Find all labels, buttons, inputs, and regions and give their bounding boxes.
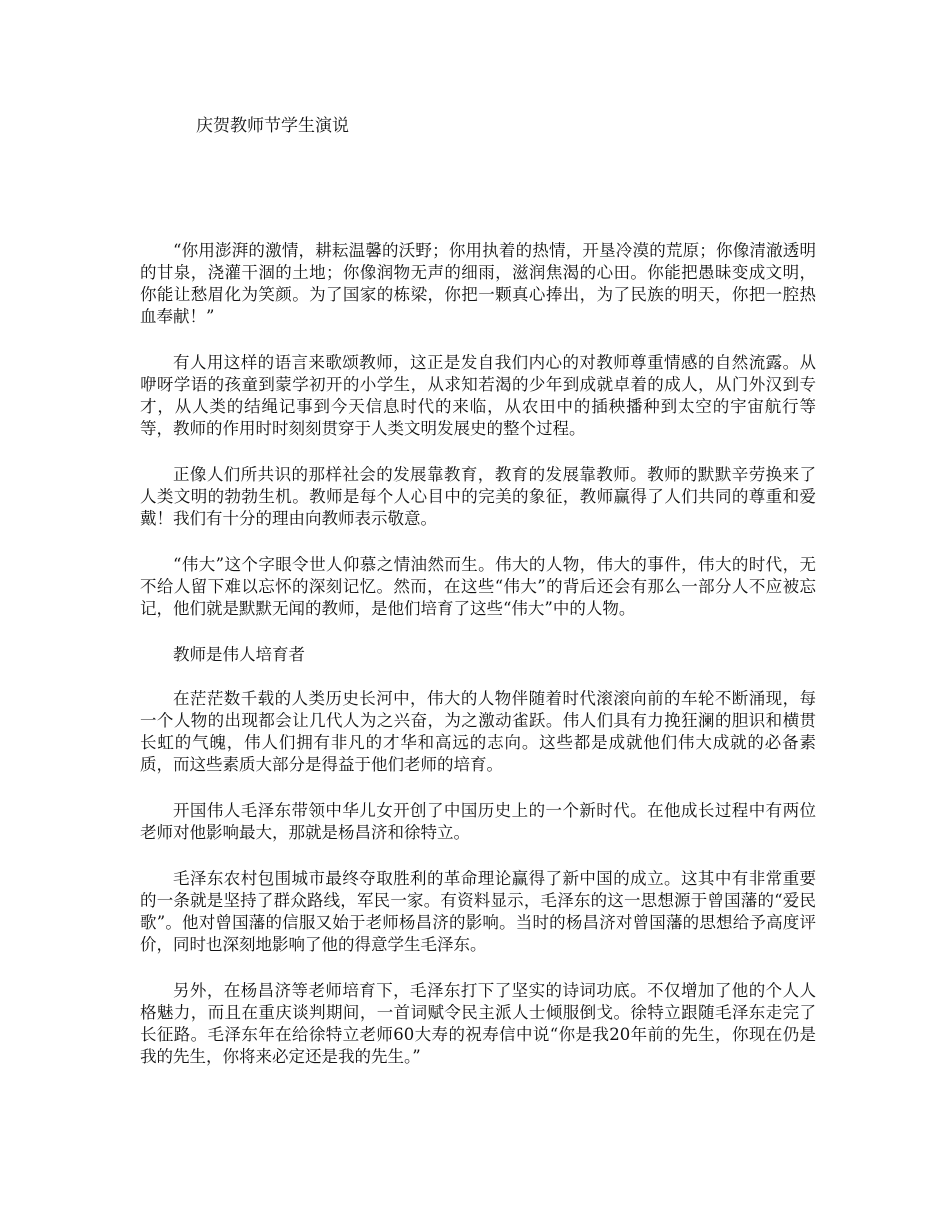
paragraph-8: 另外，在杨昌济等老师培育下，毛泽东打下了坚实的诗词功底。不仅增加了他的个人人格魅力，而且在重庆谈判期间，一首词赋令民主派人士倾服倒戈。徐特立跟随毛泽东走完了长征路。毛泽东年在给徐特立老师60大寿的祝寿信中说“你是我20年前的先生，你现在仍是我的先生，你将来必定还是我的先生。” [140, 981, 816, 1066]
paragraph-6: 开国伟人毛泽东带领中华儿女开创了中国历史上的一个新时代。在他成长过程中有两位老师对他影响最大，那就是杨昌济和徐特立。 [140, 801, 816, 842]
paragraph-5: 在茫茫数千载的人类历史长河中，伟大的人物伴随着时代滚滚向前的车轮不断涌现，每一个人物的出现都会让几代人为之兴奋，为之激动雀跃。伟人们具有力挽狂澜的胆识和横贯长虹的气魄，伟人们拥有非凡的才华和高远的志向。这些都是成就他们伟大成就的必备素质，而这些素质大部分是得益于他们老师的培育。 [140, 689, 816, 774]
paragraph-2: 有人用这样的语言来歌颂教师，这正是发自我们内心的对教师尊重情感的自然流露。从咿呀学语的孩童到蒙学初开的小学生，从求知若渴的少年到成就卓着的成人，从门外汉到专才，从人类的结绳记事到今天信息时代的来临，从农田中的插秧播种到太空的宇宙航行等等，教师的作用时时刻刻贯穿于人类文明发展史的整个过程。 [140, 353, 816, 438]
section-heading: 教师是伟人培育者 [173, 645, 305, 664]
paragraph-7: 毛泽东农村包围城市最终夺取胜利的革命理论赢得了新中国的成立。这其中有非常重要的一条就是坚持了群众路线，军民一家。有资料显示，毛泽东的这一思想源于曾国藩的“爱民歌”。他对曾国藩的信服又始于老师杨昌济的影响。当时的杨昌济对曾国藩的思想给予高度评价，同时也深刻地影响了他的得意学生毛泽东。 [140, 869, 816, 954]
paragraph-3: 正像人们所共识的那样社会的发展靠教育，教育的发展靠教师。教师的默默辛劳换来了人类文明的勃勃生机。教师是每个人心目中的完美的象征，教师赢得了人们共同的尊重和爱戴！我们有十分的理由向教师表示敬意。 [140, 465, 816, 528]
paragraph-4: “伟大”这个字眼令世人仰慕之情油然而生。伟大的人物，伟大的事件，伟大的时代，无不给人留下难以忘怀的深刻记忆。然而，在这些“伟大”的背后还会有那么一部分人不应被忘记，他们就是默默无闻的教师，是他们培育了这些“伟大”中的人物。 [140, 555, 816, 618]
paragraph-1: “你用澎湃的激情，耕耘温馨的沃野；你用执着的热情，开垦冷漠的荒原；你像清澈透明的甘泉，浇灌干涸的土地；你像润物无声的细雨，滋润焦渴的心田。你能把愚昧变成文明，你能让愁眉化为笑颜。为了国家的栋梁，你把一颗真心捧出，为了民族的明天，你把一腔热血奉献！” [140, 241, 816, 326]
document-title: 庆贺教师节学生演说 [196, 116, 349, 136]
document-body [140, 240, 816, 1092]
